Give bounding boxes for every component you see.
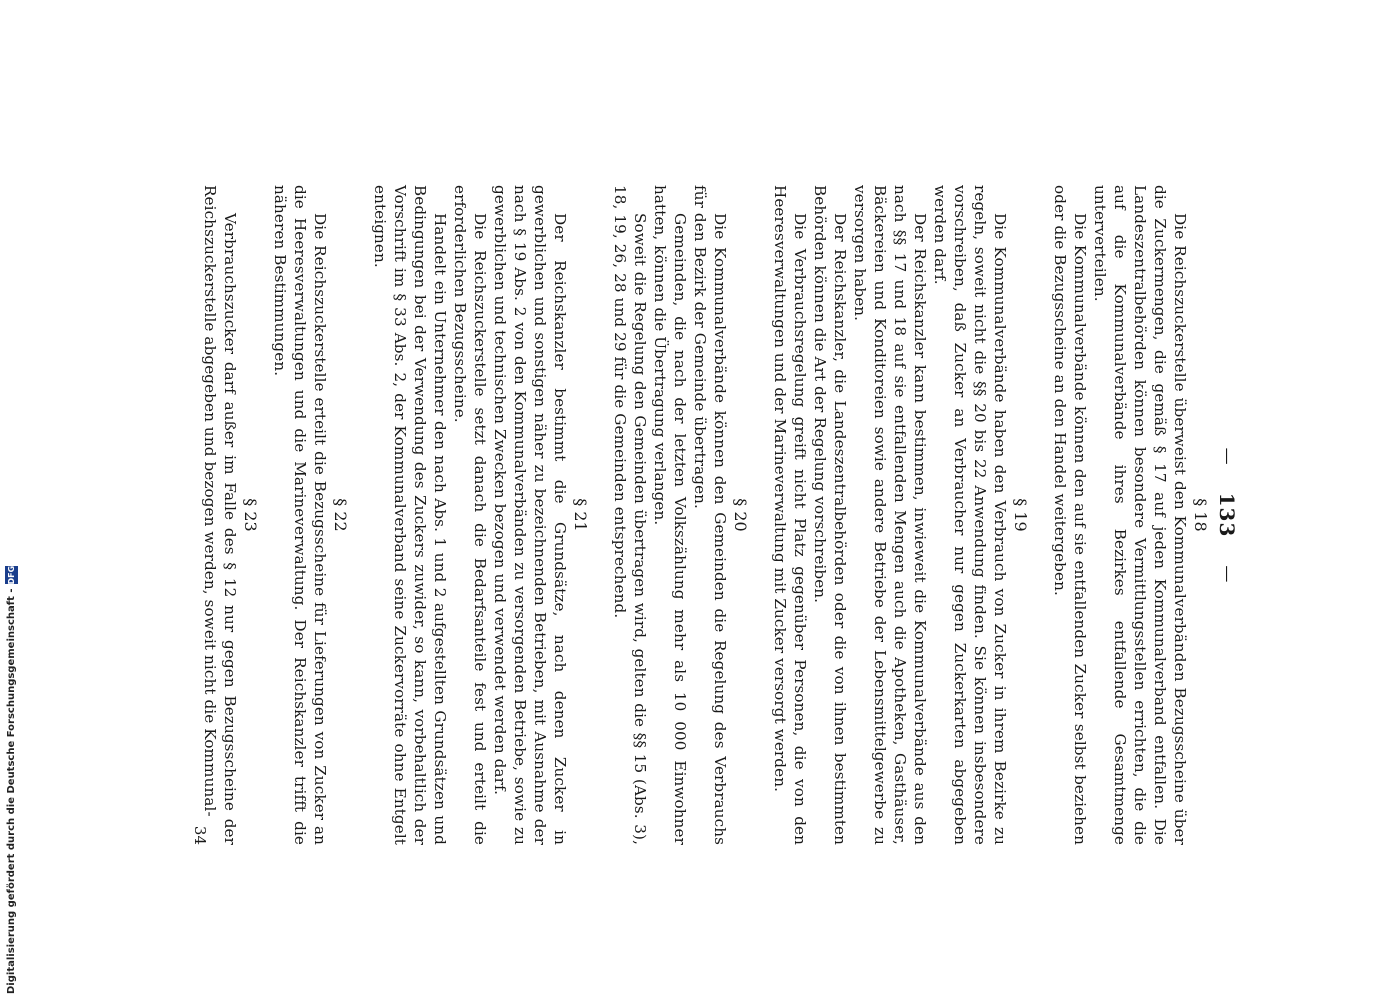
footer-credit-text: Digitalisierung gefördert durch die Deutsche Forschungsgemeinschaft - bbox=[5, 588, 17, 994]
section-heading-23: § 23 bbox=[241, 498, 260, 532]
footer-strip bbox=[2, 565, 20, 994]
dfg-logo-icon: DFG bbox=[6, 565, 16, 585]
section-21-para-2: Die Reichszuckerstelle setzt danach die Bedarfsanteile fest und erteilt die erforderlichen Bezugsscheine. bbox=[451, 185, 489, 845]
section-heading-20: § 20 bbox=[731, 498, 750, 532]
section-19-para-1: Die Kommunalverbände haben den Verbrauch von Zucker in ihrem Bezirke zu regeln, soweit nicht die §§ 20 bis 22 Anwendung finden. Sie können insbesondere vorschreiben, daß Zucker an Verbraucher nur gegen Zuckerkarten abgegeben werden darf. bbox=[931, 185, 1009, 845]
section-22-para-1: Die Reichszuckerstelle erteilt die Bezugsscheine für Lieferungen von Zucker an die Heeresverwaltungen und die Marineverwaltung. Der Reichskanzler trifft die näheren Bestimmungen. bbox=[271, 185, 329, 845]
header-dash-right: — bbox=[1217, 565, 1237, 583]
section-21-para-3: Handelt ein Unternehmer den nach Abs. 1 und 2 aufgestellten Grundsätzen und Bedingungen bei der Verwendung des Zuckers zuwider, so kann, vorbehaltlich der Vorschrift im § 33 Abs. 2, der Kommunalverband seine Zuckervorräte ohne Entgelt enteignen. bbox=[371, 185, 449, 845]
header-dash-left: — bbox=[1217, 447, 1237, 465]
section-20-para-2: Gemeinden, die nach der letzten Volkszählung mehr als 10 000 Einwohner hatten, können die Übertragung verlangen. bbox=[651, 185, 689, 845]
section-19-para-2: Der Reichskanzler kann bestimmen, inwieweit die Kommunalverbände aus den nach §§ 17 und 18 auf sie entfallenden Mengen auch die Apotheken, Gasthäuser, Bäckereien und Konditoreien sowie andere Betriebe der Lebensmittelgewerbe zu versorgen haben. bbox=[851, 185, 929, 845]
section-21-para-1: Der Reichskanzler bestimmt die Grundsätze, nach denen Zucker in gewerblichen und sonstigen näher zu bezeichnenden Betrieben, mit Ausnahme der nach § 19 Abs. 2 von den Kommunalverbänden zu versorgenden Betriebe, sowie zu gewerblichen und technischen Zwecken bezogen und verwendet werden darf. bbox=[491, 185, 569, 845]
page-body bbox=[200, 185, 1210, 845]
section-20-para-1: Die Kommunalverbände können den Gemeinden die Regelung des Verbrauchs für den Bezirk der Gemeinde übertragen. bbox=[691, 185, 729, 845]
sheet-signature: 34 bbox=[191, 825, 209, 845]
document-page bbox=[147, 185, 1242, 845]
section-18-para-1: Die Reichszuckerstelle überweist den Kommunalverbänden Bezugsscheine über die Zuckermengen, die gemäß § 17 auf jeden Kommunalverband entfallen. Die Landeszentralbehörden können besondere Vermittlungsstellen errichten, die die auf die Kommunalverbände ihres Bezirkes entfallende Gesamtmenge unterverteilen. bbox=[1091, 185, 1189, 845]
page-header bbox=[1212, 185, 1242, 845]
section-20-para-3: Soweit die Regelung den Gemeinden übertragen wird, gelten die §§ 15 (Abs. 3), 18, 19, 26, 28 und 29 für die Gemeinden entsprechend. bbox=[611, 185, 649, 845]
digitization-footer bbox=[0, 0, 22, 1000]
section-heading-19: § 19 bbox=[1011, 498, 1030, 532]
section-heading-18: § 18 bbox=[1191, 498, 1210, 532]
page-number: 133 bbox=[1215, 492, 1239, 538]
section-19-para-4: Die Verbrauchsregelung greift nicht Platz gegenüber Personen, die von den Heeresverwaltungen und der Marineverwaltung mit Zucker versorgt werden. bbox=[771, 185, 809, 845]
section-heading-22: § 22 bbox=[331, 498, 350, 532]
section-18-para-2: Die Kommunalverbände können den auf sie entfallenden Zucker selbst beziehen oder die Bezugsscheine an den Handel weitergeben. bbox=[1051, 185, 1089, 845]
section-19-para-3: Der Reichskanzler, die Landeszentralbehörden oder die von ihnen bestimmten Behörden können die Art der Regelung vorschreiben. bbox=[811, 185, 849, 845]
section-heading-21: § 21 bbox=[571, 498, 590, 532]
section-23-para-1: Verbrauchszucker darf außer im Falle des § 12 nur gegen Bezugsscheine der Reichszuckerstelle abgegeben und bezogen werden, soweit nicht die Kommunal- bbox=[201, 185, 239, 845]
